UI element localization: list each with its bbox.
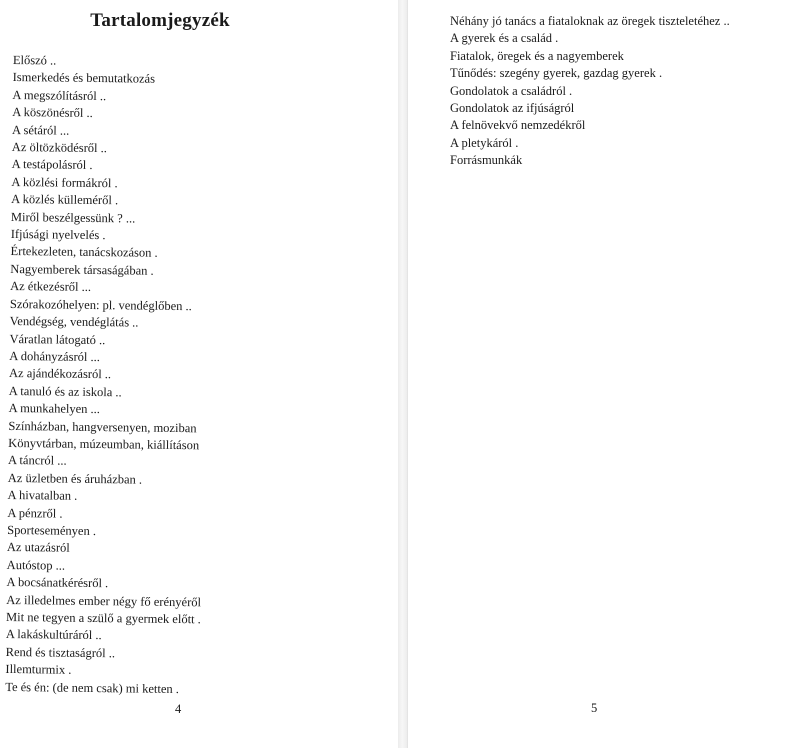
toc-entry: Előszó ..	[12, 52, 57, 68]
toc-entry: Az utazásról	[6, 540, 70, 556]
toc-title: Tartalomjegyzék	[90, 10, 230, 31]
toc-entry: A hivatalban .	[7, 488, 78, 503]
toc-entry: Néhány jó tanács a fiataloknak az öregek tiszteletéhez ..	[450, 14, 730, 28]
toc-entry: Mit ne tegyen a szülő a gyermek előtt .	[6, 609, 201, 627]
toc-entry: Az üzletben és áruházban .	[7, 470, 143, 487]
left-page	[0, 0, 399, 748]
toc-entry: A felnövekvő nemzedékről	[450, 118, 586, 133]
toc-entry: A bocsánatkérésről .	[6, 575, 109, 591]
toc-entry: A táncról ...	[7, 453, 67, 469]
toc-entry: A pénzről .	[7, 505, 63, 521]
toc-entry: Vendégség, vendéglátás ..	[9, 314, 139, 330]
toc-entry: Ismerkedés és bemutatkozás	[12, 70, 156, 87]
toc-entry: Ifjúsági nyelvelés .	[10, 227, 106, 243]
toc-entry: Forrásmunkák	[450, 153, 523, 168]
toc-list-left	[5, 52, 208, 698]
toc-entry: A köszönésről ..	[12, 105, 93, 121]
right-page	[407, 0, 800, 748]
toc-entry: Sporteseményen .	[7, 522, 97, 539]
toc-entry: Illemturmix .	[5, 662, 72, 677]
toc-list-right	[450, 13, 730, 170]
toc-entry: Gondolatok az ifjúságról	[450, 101, 575, 116]
toc-entry: Tűnődés: szegény gyerek, gazdag gyerek .	[450, 66, 663, 81]
toc-entry: Autóstop ...	[6, 557, 66, 573]
toc-entry: Szórakozóhelyen: pl. vendéglőben ..	[9, 296, 192, 313]
toc-entry: A pletykáról .	[450, 135, 519, 150]
toc-entry: Rend és tisztaságról ..	[5, 644, 116, 661]
toc-entry: A gyerek és a család .	[450, 31, 559, 46]
toc-entry: A közlési formákról .	[11, 174, 118, 191]
toc-entry: A tanuló és az iskola ..	[8, 383, 122, 400]
page-number-left: 4	[175, 702, 182, 716]
toc-entry: Te és én: (de nem csak) mi ketten .	[5, 679, 180, 696]
toc-entry: Az öltözködésről ..	[11, 140, 108, 156]
toc-entry: A megszólításról ..	[12, 87, 107, 103]
toc-entry: Az illedelmes ember négy fő erényéről	[6, 592, 202, 609]
toc-entry: A közlés külleméről .	[11, 192, 119, 208]
toc-entry: Váratlan látogató ..	[9, 331, 106, 347]
toc-entry: A testápolásról .	[11, 157, 93, 173]
toc-entry: A sétáról ...	[11, 122, 70, 138]
toc-entry: Nagyemberek társaságában .	[10, 261, 154, 278]
page-number-right: 5	[591, 701, 598, 715]
toc-entry: Könyvtárban, múzeumban, kiállításon	[8, 435, 200, 453]
toc-entry: Az ajándékozásról ..	[8, 366, 112, 382]
toc-entry: Értekezleten, tanácskozáson .	[10, 244, 158, 261]
toc-entry: Színházban, hangversenyen, moziban	[8, 418, 197, 435]
book-gutter	[398, 0, 407, 748]
toc-entry: A dohányzásról ...	[9, 348, 100, 364]
toc-entry: A lakáskultúráról ..	[5, 627, 102, 643]
toc-entry: Gondolatok a családról .	[450, 83, 573, 98]
toc-entry: A munkahelyen ...	[8, 401, 101, 417]
toc-entry: Fiatalok, öregek és a nagyemberek	[450, 48, 624, 63]
toc-entry: Az étkezésről ...	[10, 279, 92, 295]
toc-entry: Miről beszélgessünk ? ...	[10, 209, 136, 226]
